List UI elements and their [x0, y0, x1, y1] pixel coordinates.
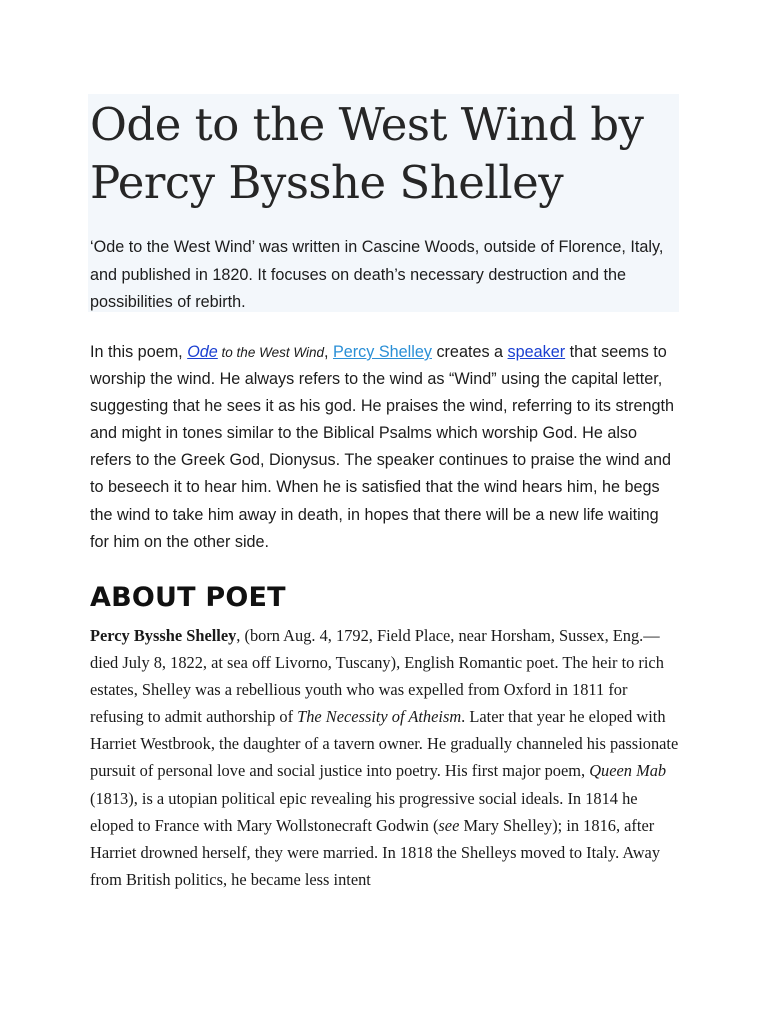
summary-text-3: , [323, 343, 333, 361]
bio-text-4: Mary Shelley); in 1816, after Harriet drowned herself, they were married. In 1818 the Shelleys moved to Italy. Away from British politics, he became less intent [90, 815, 661, 889]
intro-paragraph: ‘Ode to the West Wind’ was written in Cascine Woods, outside of Florence, Italy, and published in 1820. It focuses on death’s necessary destruction and the possibilities of rebirth. [90, 238, 664, 311]
work-necessity-of-atheism: The Necessity of Atheism [297, 707, 462, 727]
bio-text-2: . Later that year he eloped with Harriet Westbrook, the daughter of a tavern owner. He gradually channeled his passionate pursuit of personal love and social justice into poetry. His first major poem, [90, 707, 679, 781]
page-title: Ode to the West Wind by Percy Bysshe Shelley [90, 98, 644, 209]
link-ode[interactable]: Ode [187, 343, 218, 361]
summary-text-1: In this poem, [90, 343, 188, 361]
link-speaker[interactable]: speaker [507, 343, 566, 361]
bio-text-3: (1813), is a utopian political epic revealing his progressive social ideals. In 1814 he eloped to France with Mary Wollstonecraft Godwin ( [90, 788, 638, 835]
bio-paragraph [90, 622, 680, 893]
see-reference: see [438, 815, 460, 835]
summary-italic-title: to the West Wind [217, 345, 324, 360]
poet-name: Percy Bysshe Shelley [90, 626, 237, 645]
link-percy-shelley[interactable]: Percy Shelley [332, 343, 432, 361]
work-queen-mab: Queen Mab [589, 761, 667, 781]
summary-paragraph [90, 339, 682, 556]
summary-text-5: that seems to worship the wind. He always refers to the wind as “Wind” using the capital letter, suggesting that he sees it as his god. He praises the wind, referring to its strength and might in tones similar to the Biblical Psalms which worship God. He also refers to the Greek God, Dionysus. The speaker continues to praise the wind and to beseech it to hear him. When he is satisfied that the wind hears him, he begs the wind to take him away in death, in hopes that there will be a new life waiting for him on the other side. [90, 343, 674, 551]
bio-text-1: , (born Aug. 4, 1792, Field Place, near Horsham, Sussex, Eng.—died July 8, 1822, at sea off Livorno, Tuscany), English Romantic poet. The heir to rich estates, Shelley was a rebellious youth who was expelled from Oxford in 1811 for refusing to admit authorship of [90, 626, 664, 727]
about-poet-heading: ABOUT POET [90, 582, 286, 613]
summary-text-4: creates a [431, 343, 508, 361]
